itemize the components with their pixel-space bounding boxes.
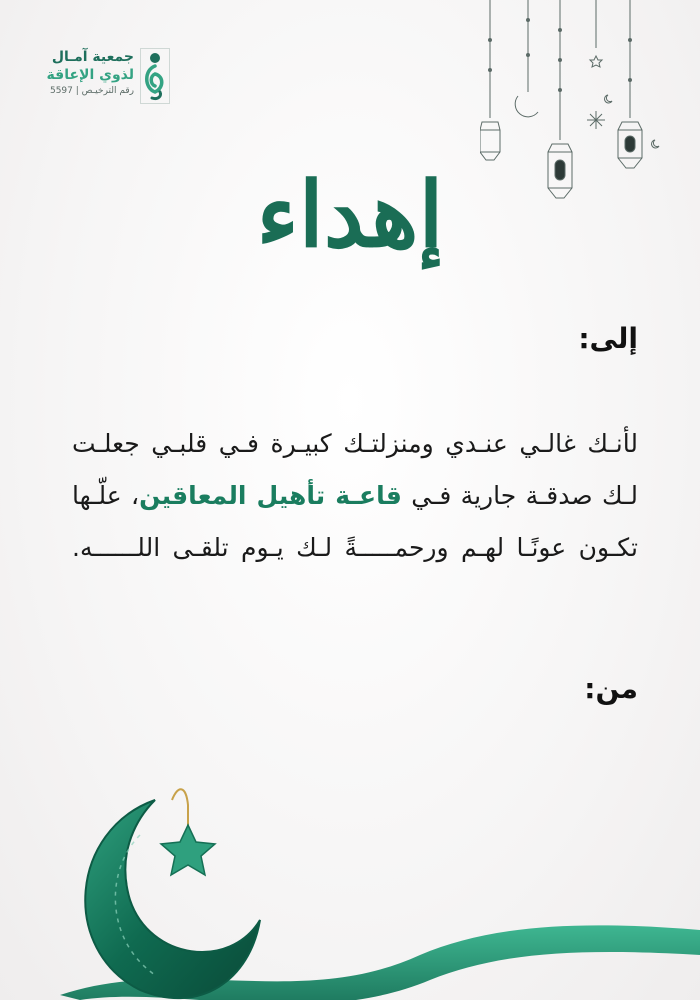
- from-label: من:: [584, 672, 638, 705]
- crescent-ribbon-icon: [60, 780, 700, 1000]
- logo-text: [47, 48, 134, 98]
- dedication-text-part1: لأنـك غالـي عنـدي ومنزلتـك كبيـرة فـي قلبـي جعلـت لـك صدقـة جارية فـي: [72, 429, 638, 510]
- dedication-highlight: قاعـة تأهيل المعاقين: [139, 481, 402, 510]
- hanging-lanterns-icon: [480, 0, 680, 205]
- association-logo: [30, 44, 170, 108]
- page-title: إهداء: [256, 162, 444, 268]
- logo-license: رقم الترخيـص | 5597: [49, 86, 134, 96]
- logo-mark-icon: [140, 48, 170, 104]
- dedication-text-part2: ، علّـها تكـون عونًـا لهـم ورحمـــــةً لـك يـوم تلقـى اللــــــه.: [72, 481, 638, 562]
- title-calligraphy: [210, 140, 490, 290]
- logo-subtitle: لذوي الإعاقة: [46, 67, 134, 83]
- logo-name: جمعية آمـال: [51, 49, 134, 65]
- to-label: إلى:: [578, 322, 638, 355]
- dedication-text: [72, 418, 638, 574]
